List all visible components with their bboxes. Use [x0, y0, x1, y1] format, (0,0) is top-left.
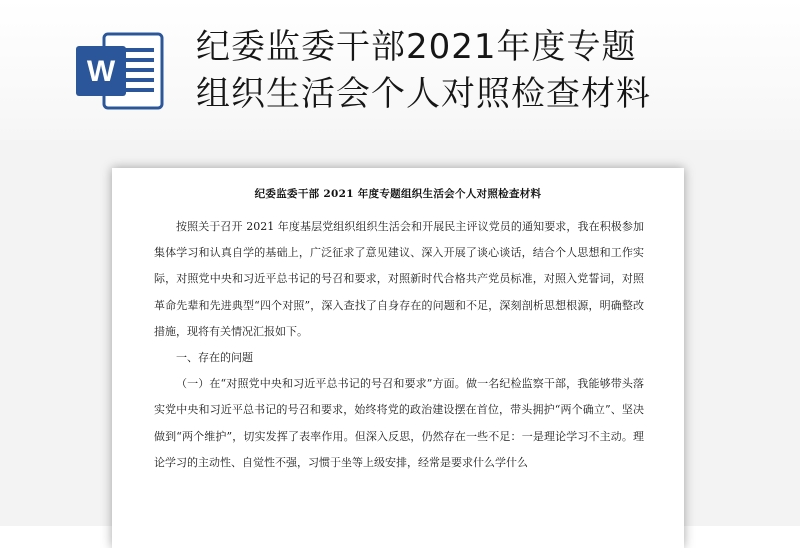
- page-title-line-1: 纪委监委干部2021年度专题: [196, 27, 637, 67]
- section-heading: 一、存在的问题: [176, 351, 253, 365]
- header-banner: [0, 0, 800, 140]
- document-paragraph-1: （一）在“对照党中央和习近平总书记的号召和要求”方面。做一名纪检监察干部，我能够带头落实党中央和习近平总书记的号召和要求，始终将党的政治建设摆在首位，带头拥护“两个确立”、坚决做到“两个维护”，切实发挥了表率作用。但深入反思，仍然存在一些不足：一是理论学习不主动。理论学习的主动性、自觉性不强，习惯于坐等上级安排，经常是要求什么学什么: [154, 377, 644, 469]
- document-body: [154, 214, 644, 476]
- page-title-line-2: 组织生活会个人对照检查材料: [196, 74, 651, 114]
- page-title: [196, 24, 651, 118]
- word-document-icon: [74, 30, 168, 112]
- document-title: 纪委监委干部 2021 年度专题组织生活会个人对照检查材料: [254, 188, 542, 200]
- word-icon-letter: W: [86, 55, 116, 88]
- document-paragraph-intro: 按照关于召开 2021 年度基层党组织组织生活会和开展民主评议党员的通知要求，我在积极参加集体学习和认真自学的基础上，广泛征求了意见建议、深入开展了谈心谈话，结合个人思想和工作实际，对照党中央和习近平总书记的号召和要求，对照新时代合格共产党员标准，对照入党誓词，对照革命先辈和先进典型“四个对照”，深入查找了自身存在的问题和不足，深刻剖析思想根源，明确整改措施，现将有关情况汇报如下。: [154, 220, 644, 338]
- document-page: [112, 168, 684, 548]
